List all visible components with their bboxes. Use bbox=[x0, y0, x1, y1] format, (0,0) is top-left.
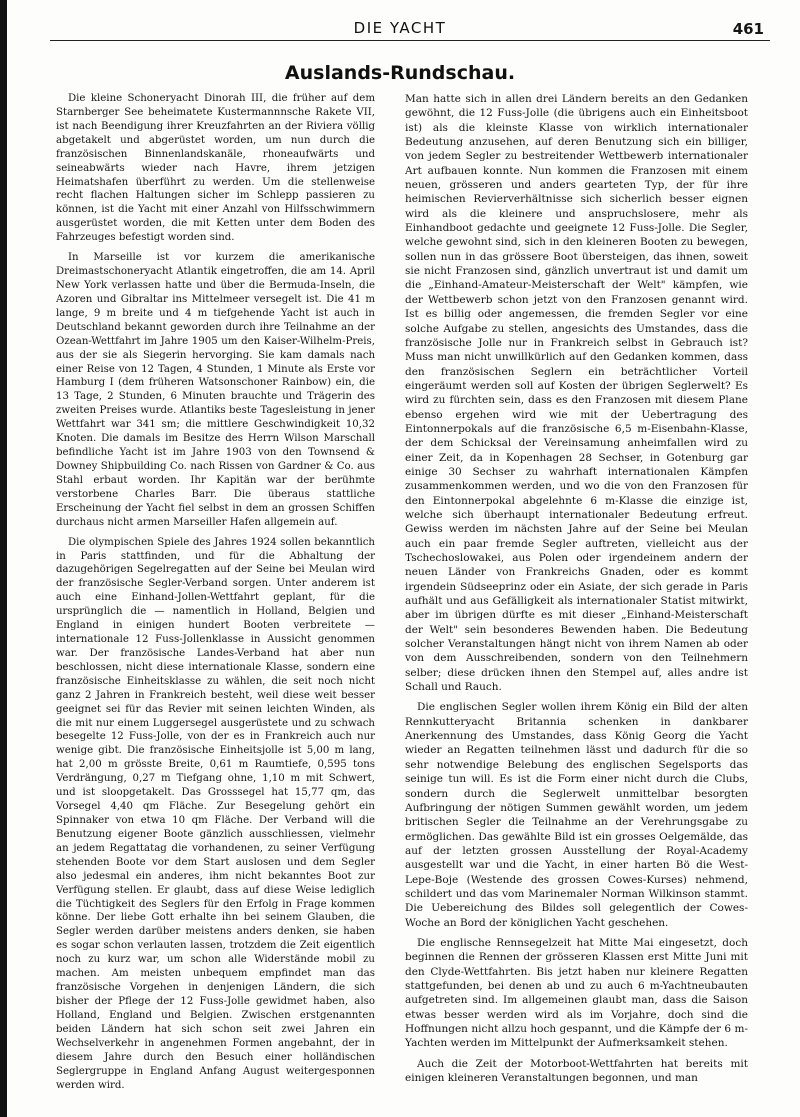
running-header: DIE YACHT bbox=[353, 19, 447, 37]
paragraph: Auch die Zeit der Motorboot-Wettfahrten hat bereits mit einigen kleineren Veranstaltungen begonnen, und man bbox=[405, 1057, 748, 1085]
section-title: Auslands-Rundschau. bbox=[284, 62, 516, 84]
header-rule bbox=[50, 40, 770, 41]
paragraph: Die kleine Schoneryacht Dinorah III, die früher auf dem Starnberger See beheimatete Kustermannnsche Rakete VII, ist nach Beendigung ihrer Kreuzfahrten an der Riviera völlig abgetakelt und abgerüstet worden, um nun durch die französischen Binnenlandskanäle, rhoneaufwärts und seineabwärts wieder nach Havre, ihrem jetzigen Heimatshafen überführt zu werden. Um die stellenweise recht flachen Haltungen sicher im Schlepp passieren zu können, ist die Yacht mit einer Anzahl von Hilfsschwimmern ausgerüstet worden, die mit Ketten unter dem Boden des Fahrzeuges befestigt worden sind. bbox=[56, 93, 375, 244]
paragraph: Die englische Rennsegelzeit hat Mitte Mai eingesetzt, doch beginnen die Rennen der grösseren Klassen erst Mitte Juni mit den Clyde-Wettfahrten. Bis jetzt haben nur kleinere Regatten stattgefunden, bei denen ab und zu auch 6 m-Yachtneubauten aufgetreten sind. Im allgemeinen glaubt man, dass die Saison etwas besser werden wird als im Vorjahre, doch sind die Hoffnungen nicht allzu hoch gespannt, und die Kämpfe der 6 m-Yachten werden im Mittelpunkt der Aufmerksamkeit stehen. bbox=[405, 936, 748, 1050]
left-column bbox=[56, 92, 375, 1098]
right-column bbox=[405, 92, 748, 1091]
paragraph: Die englischen Segler wollen ihrem König ein Bild der alten Rennkutteryacht Britannia schenken in dankbarer Anerkennung des Umstandes, dass König Georg die Yacht wieder an Regatten teilnehmen lässt und dadurch für die so sehr notwendige Belebung des englischen Segelsports das seinige tun will. Es ist die Form einer nicht durch die Clubs, sondern durch die Seglerwelt unmittelbar besorgten Aufbringung der nötigen Summen gewählt worden, um jedem britischen Segler die Teilnahme an der Verehrungsgabe zu ermöglichen. Das gewählte Bild ist ein grosses Oelgemälde, das auf der letzten grossen Ausstellung der Royal-Academy ausgestellt war und die Yacht, in einer harten Bö die West-Lepe-Boje (Westende des grossen Cowes-Kurses) nehmend, schildert und das vom Marinemaler Norman Wilkinson stammt. Die Uebereichung des Bildes soll gelegentlich der Cowes-Woche an Bord der königlichen Yacht geschehen. bbox=[405, 701, 748, 929]
paragraph: In Marseille ist vor kurzem die amerikanische Dreimastschoneryacht Atlantik eingetroffen, die am 14. April New York verlassen hatte und über die Bermuda-Inseln, die Azoren und Gibraltar ins Mittelmeer versegelt ist. Die 41 m lange, 9 m breite und 4 m tiefgehende Yacht ist auch in Deutschland bekannt geworden durch ihre Teilnahme an der Ozean-Wettfahrt im Jahre 1905 um den Kaiser-Wilhelm-Preis, aus der sie als Siegerin hervorging. Sie kam damals nach einer Reise von 12 Tagen, 4 Stunden, 1 Minute als Erste vor Hamburg I (dem früheren Watsonschoner Rainbow) ein, die 13 Tage, 2 Stunden, 6 Minuten brauchte und Trägerin des zweiten Preises wurde. Atlantiks beste Tagesleistung in jener Wettfahrt war 341 sm; die mittlere Geschwindigkeit 10,32 Knoten. Die damals im Besitze des Herrn Wilson Marschall befindliche Yacht ist im Jahre 1903 von den Townsend & Downey Shipbuilding Co. nach Rissen von Gardner & Co. aus Stahl erbaut worden. Ihr Kapitän war der berühmte verstorbene Charles Barr. Die überaus stattliche Erscheinung der Yacht fiel selbst in dem an grossen Schiffen durchaus nicht armen Marseiller Hafen allgemein auf. bbox=[56, 252, 375, 528]
scan-edge bbox=[0, 0, 7, 1117]
page-number: 461 bbox=[732, 20, 764, 38]
paragraph-continued: Man hatte sich in allen drei Ländern bereits an den Gedanken gewöhnt, die 12 Fuss-Jolle (die übrigens auch ein Einheitsboot ist) als die kleinste Klasse von wirklich internationaler Bedeutung anzusehen, auf deren Benutzung sich ein billiger, von jedem Segler zu bestreitender Wettbewerb internationaler Art aufbauen konnte. Nun kommen die Franzosen mit einem neuen, grösseren und anders gearteten Typ, der für ihre heimischen Revierverhältnisse sich sicherlich besser eignen wird als die kleinere und anspruchslosere, mehr als Einhandboot gedachte und geeignete 12 Fuss-Jolle. Die Segler, welche gewohnt sind, sich in den kleineren Booten zu bewegen, sollen nun in das grössere Boot übersteigen, das ihnen, soweit sie nicht Franzosen sind, gänzlich unvertraut ist und damit um die „Einhand-Amateur-Meisterschaft der Welt" kämpfen, wie der Wettbewerb schon jetzt von den Franzosen genannt wird. Ist es billig oder angemessen, die fremden Segler vor eine solche Aufgabe zu stellen, angesichts des Umstandes, dass die französische Jolle nur in Frankreich selbst in Gebrauch ist? Muss man nicht unwillkürlich auf den Gedanken kommen, dass den französischen Seglern ein beträchtlicher Vorteil eingeräumt werden soll auf Kosten der übrigen Seglerwelt? Es wird zu fürchten sein, dass es den Franzosen mit diesem Plane ebenso ergehen wird wie mit der Uebertragung des Eintonnerpokals auf die französische 6,5 m-Eisenbahn-Klasse, der dem Schicksal der Vereinsamung anheimfallen wird zu einer Zeit, da in Kopenhagen 28 Sechser, in Gotenburg gar einige 30 Sechser zu wahrhaft internationalen Kämpfen zusammenkommen werden, und wo die von den Franzosen für den Eintonnerpokal abgelehnte 6 m-Klasse die einzige ist, welche sich überhaupt internationaler Bedeutung erfreut. Gewiss werden im nächsten Jahre auf der Seine bei Meulan auch ein paar fremde Segler auftreten, vielleicht aus der Tschechoslowakei, aus Polen oder irgendeinem andern der neuen Länder von Frankreichs Gnaden, oder es kommt irgendein Südseeprinz oder ein Asiate, der sich gerade in Paris aufhält und aus Gefälligkeit als internationaler Statist mitwirkt, aber im übrigen dürfte es mit dieser „Einhand-Meisterschaft der Welt" sein besonderes Bewenden haben. Die Bedeutung solcher Veranstaltungen hängt nicht von ihrem Namen ab oder von dem Ausschreibenden, sondern von den Teilnehmern selber; diese drücken ihnen den Stempel auf, alles andre ist Schall und Rauch. bbox=[405, 93, 748, 694]
paragraph: Die olympischen Spiele des Jahres 1924 sollen bekanntlich in Paris stattfinden, und für die Abhaltung der dazugehörigen Segelregatten auf der Seine bei Meulan wird der französische Segler-Verband sorgen. Unter anderem ist auch eine Einhand-Jollen-Wettfahrt geplant, für die ursprünglich die — namentlich in Holland, Belgien und England in einigen hundert Booten verbreitete — internationale 12 Fuss-Jollenklasse in Aussicht genommen war. Der französische Landes-Verband hat aber nun beschlossen, nicht diese internationale Klasse, sondern eine französische Einheitsklasse zu wählen, die seit noch nicht ganz 2 Jahren in Frankreich besteht, weil diese weit besser geeignet sei für das Revier mit seinen leichten Winden, als die mit nur einem Luggersegel ausgerüstete und zu schwach besegelte 12 Fuss-Jolle, von der es in Frankreich auch nur wenige gibt. Die französische Einheitsjolle ist 5,00 m lang, hat 2,00 m grösste Breite, 0,61 m Raumtiefe, 0,595 tons Verdrängung, 0,27 m Tiefgang ohne, 1,10 m mit Schwert, und ist sloopgetakelt. Das Grosssegel hat 15,77 qm, das Vorsegel 4,40 qm Fläche. Zur Besegelung gehört ein Spinnaker von etwa 10 qm Fläche. Der Verband will die Benutzung eigener Boote gänzlich ausschliessen, vielmehr an jedem Regattatag die vorhandenen, zu seiner Verfügung stehenden Boote vor dem Start auslosen und dem Segler also jedesmal ein anderes, ihm nicht bekanntes Boot zur Verfügung stellen. Er glaubt, dass auf diese Weise lediglich die Tüchtigkeit des Seglers für den Erfolg in Frage kommen könne. Der liebe Gott erhalte ihn bei seinem Glauben, die Segler werden darüber meistens anders denken, sie haben es sogar schon verlauten lassen, trotzdem die Zeit eigentlich noch zu kurz war, um schon alle Widerstände mobil zu machen. Am meisten unbequem empfindet man das französische Vorgehen in denjenigen Ländern, die sich bisher der Pflege der 12 Fuss-Jolle gewidmet haben, also Holland, England und Belgien. Zwischen erstgenannten beiden Ländern hat sich schon seit zwei Jahren ein Wechselverkehr in angenehmen Formen angebahnt, der in diesem Jahre durch den Besuch einer holländischen Seglergruppe in England Anfang August weitergesponnen werden wird. bbox=[56, 536, 375, 1091]
